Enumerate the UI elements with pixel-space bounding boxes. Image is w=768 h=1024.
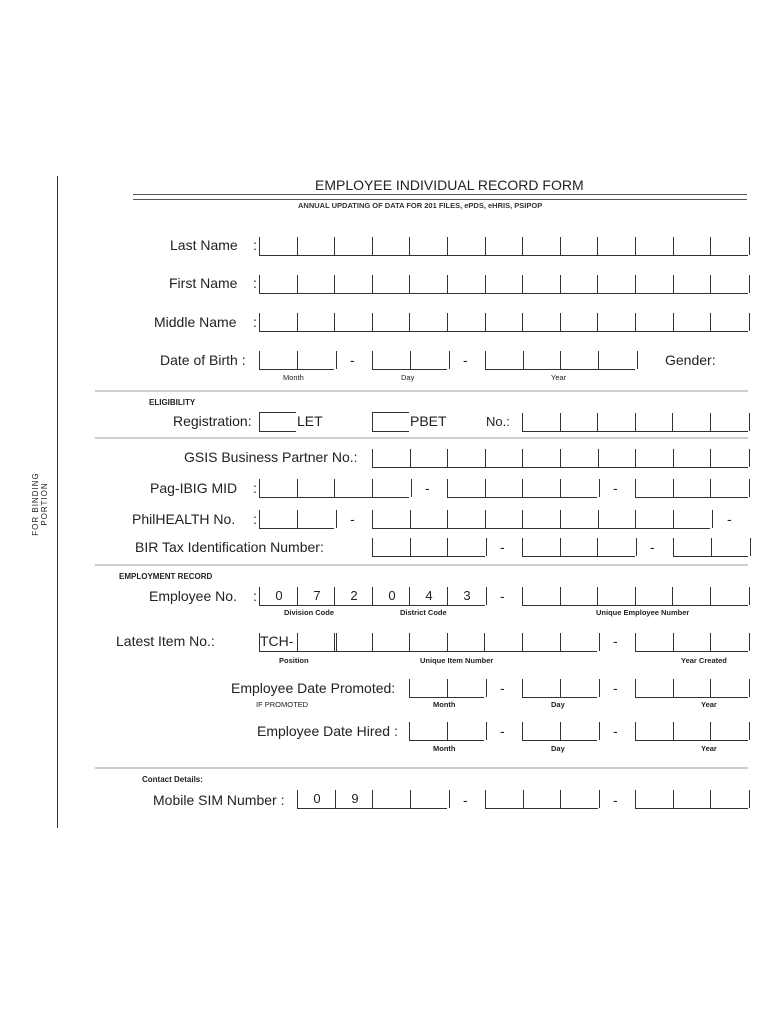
promoted-year-field[interactable] (635, 679, 748, 698)
char-cell[interactable] (335, 790, 374, 808)
char-cell[interactable] (672, 413, 711, 431)
char-cell[interactable] (409, 237, 448, 255)
employee-no-code-field[interactable] (259, 587, 485, 606)
char-cell[interactable] (522, 313, 561, 331)
year-created-field[interactable] (635, 633, 748, 652)
colon: : (253, 511, 257, 527)
char-cell[interactable] (297, 633, 337, 651)
date-of-birth-label: Date of Birth : (160, 352, 246, 368)
last-name-label: Last Name (170, 237, 238, 253)
char-cell[interactable] (523, 351, 562, 369)
char-cell[interactable] (598, 449, 637, 467)
char-cell[interactable] (597, 413, 636, 431)
bir-part2-field[interactable] (522, 538, 635, 557)
char-value: 3 (463, 588, 471, 603)
char-cell[interactable] (485, 237, 524, 255)
char-value: 9 (351, 791, 359, 806)
char-cell[interactable] (710, 413, 750, 431)
let-label: LET (297, 413, 323, 429)
pagibig-part3-field[interactable] (635, 479, 748, 498)
header-double-rule (133, 194, 747, 200)
dash: - (500, 723, 505, 739)
section-separator (95, 564, 748, 566)
char-cell[interactable] (673, 237, 712, 255)
hired-day-caption: Day (551, 744, 565, 753)
char-cell[interactable] (635, 790, 674, 808)
char-cell[interactable] (635, 510, 674, 528)
gsis-field[interactable] (372, 449, 748, 468)
birth-month-caption: Month (283, 373, 304, 382)
unique-employee-number-field[interactable] (522, 587, 748, 606)
char-cell[interactable] (410, 538, 449, 556)
char-cell[interactable] (297, 510, 337, 528)
char-cell[interactable] (560, 275, 599, 293)
binding-margin-line (57, 176, 58, 828)
char-cell[interactable] (672, 587, 711, 605)
char-cell[interactable] (597, 587, 636, 605)
char-cell[interactable] (710, 679, 750, 697)
char-cell[interactable] (447, 237, 486, 255)
char-cell[interactable] (485, 479, 524, 497)
char-cell[interactable] (560, 538, 599, 556)
mobile-middle-field[interactable] (485, 790, 598, 809)
char-cell[interactable] (560, 722, 600, 740)
char-cell[interactable] (297, 313, 336, 331)
last-name-field[interactable] (259, 237, 748, 256)
first-name-field[interactable] (259, 275, 748, 294)
char-value: 2 (350, 588, 358, 603)
registration-label: Registration: (173, 413, 252, 429)
char-cell[interactable] (710, 479, 750, 497)
eligibility-heading: ELIGIBILITY (149, 398, 196, 407)
colon: : (253, 480, 257, 496)
char-cell[interactable] (598, 510, 637, 528)
unique-item-number-caption: Unique Item Number (420, 656, 494, 665)
char-cell[interactable] (635, 633, 674, 651)
unique-employee-number-caption: Unique Employee Number (596, 608, 690, 617)
promoted-year-caption: Year (701, 700, 717, 709)
char-cell[interactable] (409, 313, 448, 331)
dash: - (463, 352, 468, 368)
char-cell[interactable] (598, 351, 638, 369)
colon: : (253, 275, 257, 291)
promoted-month-caption: Month (433, 700, 456, 709)
colon: : (253, 588, 257, 604)
colon: : (253, 314, 257, 330)
pagibig-label: Pag-IBIG MID (150, 480, 238, 496)
char-cell[interactable] (635, 313, 674, 331)
char-cell[interactable] (372, 351, 411, 369)
char-cell[interactable] (560, 351, 599, 369)
char-cell[interactable] (710, 722, 750, 740)
char-cell[interactable] (447, 313, 486, 331)
char-cell[interactable] (259, 351, 298, 369)
birth-day-field[interactable] (372, 351, 447, 370)
char-cell[interactable] (673, 679, 712, 697)
char-cell[interactable] (560, 587, 599, 605)
char-cell[interactable] (673, 275, 712, 293)
char-cell[interactable] (710, 587, 750, 605)
char-cell[interactable] (485, 510, 524, 528)
char-cell[interactable] (522, 449, 561, 467)
char-cell[interactable] (522, 538, 561, 556)
char-cell[interactable] (560, 679, 600, 697)
char-cell[interactable] (597, 237, 636, 255)
eligibility-number-field[interactable] (522, 413, 748, 432)
char-cell[interactable] (560, 633, 600, 651)
char-cell[interactable] (635, 587, 674, 605)
char-cell[interactable] (485, 351, 524, 369)
char-cell[interactable] (447, 633, 486, 651)
mobile-last-field[interactable] (635, 790, 748, 809)
char-value: 4 (425, 588, 433, 603)
char-cell[interactable] (485, 275, 524, 293)
char-cell[interactable] (710, 313, 750, 331)
char-cell[interactable] (560, 313, 599, 331)
bir-part3-field[interactable] (673, 538, 748, 557)
position-caption: Position (279, 656, 309, 665)
dash: - (613, 633, 618, 649)
char-cell[interactable] (447, 510, 486, 528)
dash: - (500, 588, 505, 604)
char-cell[interactable] (372, 587, 411, 605)
char-cell[interactable] (447, 679, 487, 697)
char-cell[interactable] (372, 538, 411, 556)
char-value: 0 (275, 588, 283, 603)
middle-name-label: Middle Name (154, 314, 237, 330)
gsis-label: GSIS Business Partner No.: (184, 449, 358, 465)
first-name-label: First Name (169, 275, 238, 291)
binding-label: FOR BINDING PORTION (31, 472, 49, 536)
dash: - (613, 480, 618, 496)
char-cell[interactable] (410, 790, 450, 808)
dash: - (350, 352, 355, 368)
char-cell[interactable] (522, 633, 561, 651)
form-title: EMPLOYEE INDIVIDUAL RECORD FORM (315, 177, 584, 193)
char-cell[interactable] (673, 449, 712, 467)
dash: - (613, 680, 618, 696)
hired-year-caption: Year (701, 744, 717, 753)
eligibility-no-label: No.: (486, 414, 510, 429)
char-cell[interactable] (334, 633, 373, 651)
char-cell[interactable] (334, 587, 373, 605)
char-cell[interactable] (484, 633, 523, 651)
section-separator (95, 390, 748, 392)
char-cell[interactable] (710, 633, 750, 651)
hired-day-field[interactable] (522, 722, 597, 741)
char-cell[interactable] (372, 510, 411, 528)
char-cell[interactable] (560, 479, 600, 497)
pbet-label: PBET (410, 413, 447, 429)
char-cell[interactable] (297, 479, 336, 497)
char-cell[interactable] (635, 413, 674, 431)
char-cell[interactable] (485, 790, 524, 808)
char-cell[interactable] (485, 449, 524, 467)
unique-item-number-field[interactable] (334, 633, 597, 652)
char-cell[interactable] (635, 275, 674, 293)
if-promoted-caption: IF PROMOTED (256, 700, 309, 709)
dash: - (500, 539, 505, 555)
pagibig-part1-field[interactable] (259, 479, 409, 498)
char-cell[interactable] (297, 237, 336, 255)
char-cell[interactable] (522, 479, 561, 497)
char-cell[interactable] (334, 313, 373, 331)
dash: - (613, 723, 618, 739)
char-cell[interactable] (259, 275, 298, 293)
char-cell[interactable] (710, 449, 750, 467)
promoted-day-caption: Day (551, 700, 565, 709)
hired-month-caption: Month (433, 744, 456, 753)
char-cell[interactable] (372, 449, 411, 467)
dash: - (727, 511, 732, 527)
char-cell[interactable] (635, 449, 674, 467)
section-separator (95, 437, 748, 439)
char-value: 7 (313, 588, 321, 603)
char-cell[interactable] (711, 538, 751, 556)
district-code-caption: District Code (400, 608, 447, 617)
char-cell[interactable] (560, 413, 599, 431)
char-cell[interactable] (447, 479, 486, 497)
colon: : (253, 237, 257, 253)
birth-month-field[interactable] (259, 351, 334, 370)
char-cell[interactable] (334, 237, 373, 255)
char-cell[interactable] (522, 587, 561, 605)
birth-day-caption: Day (401, 373, 415, 382)
promoted-month-field[interactable] (409, 679, 484, 698)
philhealth-part2-field[interactable] (372, 510, 710, 529)
char-cell[interactable] (597, 313, 636, 331)
char-cell[interactable] (259, 313, 298, 331)
birth-year-field[interactable] (485, 351, 635, 370)
char-cell[interactable] (710, 275, 750, 293)
char-cell[interactable] (297, 351, 337, 369)
dash: - (500, 680, 505, 696)
promoted-day-field[interactable] (522, 679, 597, 698)
char-cell[interactable] (522, 679, 561, 697)
char-cell[interactable] (673, 633, 712, 651)
gender-label: Gender: (665, 352, 716, 368)
char-cell[interactable] (409, 587, 448, 605)
latest-item-no-label: Latest Item No.: (116, 633, 215, 649)
char-cell[interactable] (522, 722, 561, 740)
char-cell[interactable] (635, 479, 674, 497)
form-subtitle: ANNUAL UPDATING OF DATA FOR 201 FILES, ePDS, eHRIS, PSIPOP (298, 201, 543, 210)
pbet-checkbox[interactable] (372, 412, 409, 432)
char-cell[interactable] (560, 449, 599, 467)
char-cell[interactable] (560, 510, 599, 528)
char-cell[interactable] (522, 413, 561, 431)
char-cell[interactable] (485, 313, 524, 331)
char-cell[interactable] (297, 587, 336, 605)
dash: - (350, 511, 355, 527)
char-cell[interactable] (447, 538, 487, 556)
char-cell[interactable] (410, 449, 449, 467)
employment-record-heading: EMPLOYMENT RECORD (119, 572, 213, 581)
division-code-caption: Division Code (284, 608, 335, 617)
char-cell[interactable] (560, 790, 600, 808)
char-cell[interactable] (597, 275, 636, 293)
char-cell[interactable] (259, 510, 298, 528)
char-cell[interactable] (522, 510, 561, 528)
char-cell[interactable] (259, 237, 298, 255)
char-cell[interactable] (410, 510, 449, 528)
char-cell[interactable] (673, 722, 712, 740)
char-cell[interactable] (635, 679, 674, 697)
char-cell[interactable] (673, 790, 712, 808)
char-cell[interactable] (410, 351, 450, 369)
char-value: 0 (313, 791, 321, 806)
char-cell[interactable] (409, 679, 448, 697)
char-cell[interactable] (635, 722, 674, 740)
dash: - (650, 539, 655, 555)
char-cell[interactable] (710, 237, 750, 255)
char-cell[interactable] (372, 479, 412, 497)
char-cell[interactable] (372, 633, 411, 651)
char-cell[interactable] (409, 722, 448, 740)
char-cell[interactable] (297, 790, 336, 808)
mobile-prefix-field[interactable] (297, 790, 447, 809)
bir-part1-field[interactable] (372, 538, 485, 557)
date-promoted-label: Employee Date Promoted: (231, 680, 396, 696)
contact-details-heading: Contact Details: (142, 775, 203, 784)
char-cell[interactable] (673, 538, 712, 556)
item-prefix-value: TCH- (260, 633, 294, 649)
char-cell[interactable] (372, 790, 411, 808)
char-cell[interactable] (447, 449, 486, 467)
char-cell[interactable] (259, 479, 298, 497)
date-hired-label: Employee Date Hired : (257, 723, 398, 739)
philhealth-part1-field[interactable] (259, 510, 334, 529)
employee-no-label: Employee No. (149, 588, 237, 604)
char-cell[interactable] (447, 275, 486, 293)
mobile-sim-label: Mobile SIM Number : (153, 792, 285, 808)
year-created-caption: Year Created (681, 656, 727, 665)
let-checkbox[interactable] (259, 412, 296, 432)
section-separator (95, 767, 748, 769)
middle-name-field[interactable] (259, 313, 748, 332)
char-cell[interactable] (409, 633, 448, 651)
char-value: 0 (388, 588, 396, 603)
char-cell[interactable] (523, 790, 562, 808)
char-cell[interactable] (522, 237, 561, 255)
char-cell[interactable] (372, 237, 411, 255)
char-cell[interactable] (334, 275, 373, 293)
birth-year-caption: Year (551, 373, 567, 382)
char-cell[interactable] (673, 479, 712, 497)
pagibig-part2-field[interactable] (447, 479, 597, 498)
char-cell[interactable] (334, 479, 373, 497)
char-cell[interactable] (597, 538, 637, 556)
char-cell[interactable] (297, 275, 336, 293)
char-cell[interactable] (710, 790, 750, 808)
hired-month-field[interactable] (409, 722, 484, 741)
char-cell[interactable] (372, 313, 411, 331)
char-cell[interactable] (447, 587, 487, 605)
dash: - (425, 480, 430, 496)
char-cell[interactable] (673, 510, 713, 528)
char-cell[interactable] (560, 237, 599, 255)
char-cell[interactable] (522, 275, 561, 293)
char-cell[interactable] (409, 275, 448, 293)
char-cell[interactable] (447, 722, 487, 740)
bir-tin-label: BIR Tax Identification Number: (135, 539, 324, 555)
char-cell[interactable] (673, 313, 712, 331)
char-cell[interactable] (635, 237, 674, 255)
dash: - (613, 792, 618, 808)
dash: - (463, 792, 468, 808)
char-cell[interactable] (372, 275, 411, 293)
hired-year-field[interactable] (635, 722, 748, 741)
char-cell[interactable] (259, 587, 298, 605)
philhealth-label: PhilHEALTH No. (132, 511, 236, 527)
